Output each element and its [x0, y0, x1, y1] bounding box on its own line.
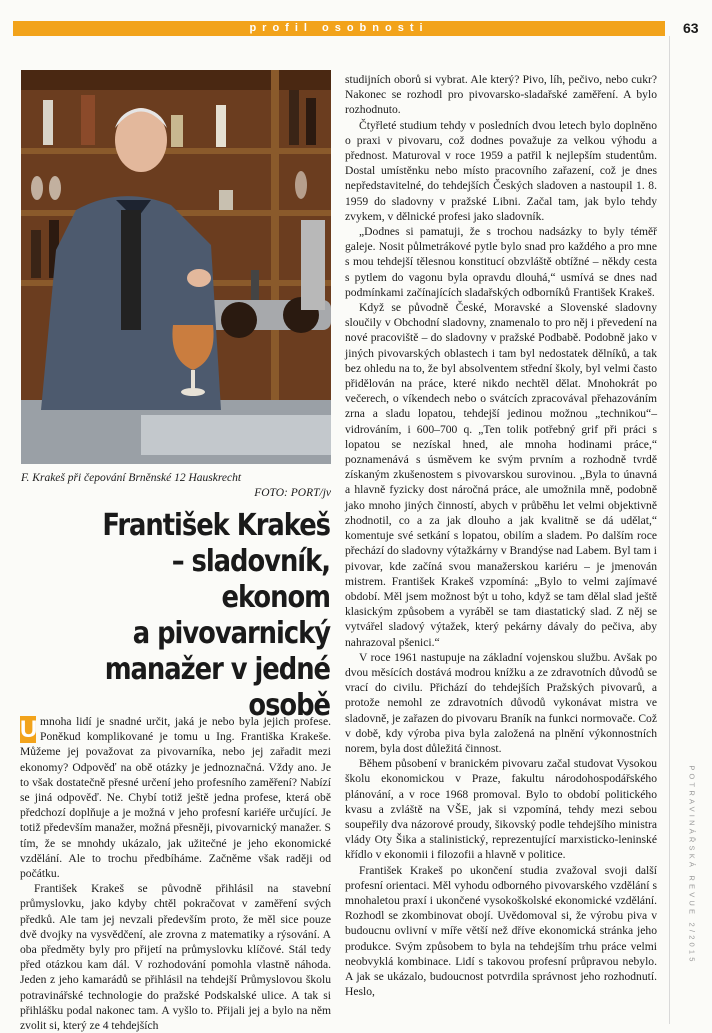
paragraph: studijních oborů si vybrat. Ale který? Pivo, líh, pečivo, nebo cukr? Nakonec se rozhodl pro pivovarsko-sladařské zaměření. A bylo rozhodnuto. — [345, 73, 657, 117]
page-number: 63 — [683, 20, 699, 36]
article-photo — [21, 70, 331, 464]
photo-credit: FOTO: PORT/jv — [254, 487, 331, 499]
paragraph: Čtyřleté studium tehdy v posledních dvou letech bylo doplněno o praxi v pivovaru, což dodnes považuje za velkou výhodu a přednost. Maturoval v roce 1959 a patřil k nejlepším studentům. Dostal umístěnku nebo místo pracovního zařazení, což je dnes nepředstavitelné, do tehdejších Českých sladoven a nastoupil 1. 8. 1959 do sladovny v pražské Libni. Začal tam, jak bylo tehdy zvykem, v dělnické profesi jako sladovník. — [345, 118, 657, 223]
paragraph: František Krakeš po ukončení studia zvažoval svoji další profesní orientaci. Měl vyhodu odborného pivovarského vzdělání s mnohaletou praxí i ukončené vysokoškolské ekonomické vzdělání. Rozhodl se zkombinovat obojí. Uvědomoval si, že výrobu piva v budoucnu ovlivní v míře větší než dříve ekonomická stránka jeho produkce. Svým způsobem to byla na tehdejším trhu práce velmi neobvyklá kombinace. Lidí s takovou profesní průpravou nebylo. A jak se ukázalo, budoucnost potvrdila správnost jeho rozhodnutí. Heslo, — [345, 863, 657, 999]
paragraph-text: mnoha lidí je snadné určit, jaká je nebo byla jejich profese. Poněkud komplikované je tomu u Ing. Františka Krakeše. Můžeme jej považovat za pivovarníka, nebo jej zařadit mezi ekonomy? Odpověď na obě otázky je jednoznačná. Vždy ano. Je to však dostatečně přesné určení jeho profesního zaměření? Nabízí se jiná odpověď. Ne. Chybí totiž ještě jedna profese, která obě předchozí doplňuje a je možná v jeho profesní kariéře určující. Je totiž především manažer, možná přesněji, pivovarnický manažer. S tím, že se mnohdy ukázalo, jak užitečné je jeho ekonomické vzdělání. Ale to trochu předbíháme. Začněme však raději od počátku. — [20, 715, 331, 881]
photo-man-tapping-beer-icon — [21, 70, 331, 464]
side-label-text: POTRAVINÁŘSKÁ REVUE 2/2015 — [687, 765, 697, 965]
drop-cap: U — [20, 716, 38, 743]
paragraph: Během působení v branickém pivovaru začal studovat Vysokou školu ekonomickou v Praze, fakultu národohospodářského plánování, a v roce 1968 promoval. Bylo to období politického kvasu a zvláště na VŠE, jak si vzpomíná, tehdy mezi sebou soupeřily dva názorové proudy, šikovský podle tehdejšího ministra vlády Oty Šika a stalinistický, reprezentující marxisticko-leninské křídlo v ekonomii i filozofii a hlavně v politice. — [345, 757, 657, 862]
article-column-right — [345, 72, 657, 999]
headline-line: – sladovník, ekonom — [171, 544, 330, 615]
magazine-side-label — [686, 720, 698, 1010]
headline-line: osobě — [248, 688, 330, 723]
headline-line: a pivovarnický — [132, 616, 330, 651]
article-column-left — [20, 714, 331, 1033]
caption-text: F. Krakeš při čepování Brněnské 12 Hauskrecht — [21, 472, 242, 484]
headline-line: František Krakeš — [102, 508, 330, 543]
article-headline — [64, 508, 330, 724]
headline-line: manažer v jedné — [104, 652, 331, 687]
page-edge-rule — [669, 36, 670, 1024]
paragraph: V roce 1961 nastupuje na základní vojenskou službu. Avšak po dvou měsících dostává modrou knížku a ze zdravotních důvodů se vrací do civilu. Přichází do tehdejších Pražských pivovarů, a protože nemohl ze zdravotních důvodů vykonávat mistra ve sladovně, je zařazen do pivovaru Braník na funkci normovače. Což v době, kdy výroba piva byla založená na plnění výkonnostních norem, byla dost důležitá činnost. — [345, 650, 657, 755]
paragraph — [20, 714, 331, 881]
paragraph: „Dodnes si pamatuji, že s trochou nadsázky to byly téměř galeje. Nosit půlmetrákové pytle bylo snad pro každého a pro mne s mou tehdejší tělesnou konstitucí obzvláště obtížné – někdy cesta s pytlem do vagonu byla opravdu dlouhá,“ usmívá se dnes nad podmínkami začínajících sladařských odborníků František Krakeš. — [345, 225, 657, 299]
paragraph: František Krakeš se původně přihlásil na stavební průmyslovku, jako kdyby chtěl pokračovat v zaměření svých předků. Ale tam jej nevzali především proto, že měl sice pouze dvě dvojky na vysvědčení, ale zrovna z matematiky a rýsování. A oba předměty byly pro přijetí na průmyslovku klíčové. Stál tedy před otázkou kam dál. V rozhodování pomohla vlastně náhoda. Jeden z jeho kamarádů se přihlásil na tehdejší Průmyslovou školu potravinářské technologie do pražské Podskalské ulice. A tak si přihlášku podal nakonec tam. A vyšlo to. Přijali jej a bylo na něm zvolit si, který ze 4 tehdejších — [20, 882, 331, 1033]
section-title: profil osobnosti — [249, 22, 429, 34]
paragraph: Když se původně České, Moravské a Slovenské sladovny sloučily v Obchodní sladovny, znamenalo to pro něj i převedení na nové pracoviště – do sladovny v pražské Podbabě. Podobně jako v jiných pivovarských oblastech i tam byl nedostatek dělníků, a tak bez ohledu na to, že byl absolventem střední školy, byl velmi často přidělován na práce, které nikdo nechtěl dělat. Mnohokrát po večerech, o víkendech nebo o svátcích zpracovával přehazováním zrna a sladu lopatou, tehdejší jedinou možnou „technikou“– vidrováním, i 600–700 q. „Ten tolik potřebný grif při práci s lopatou se nezískal hned, ale mnoha hodinami práce,“ poznamenává s úsměvem ke svým prvním a rozhodně tvrdě získaným zkušenostem s pivovarskou surovinou. „Byla to únavná a hlavně fyzicky dost náročná práce, ale umožnila mně, podobně jako mnoho jiných činností, abych v průběhu let velmi objektivně zhodnotil, co a za jak dlouho a jak kvalitně se dá udělat,“ komentuje své setkání s lopatou, obilím a sladem. Po dalším roce přechází do sladovny výtažkárny v Brandýse nad Labem. Byl tam i pivovar, kde začíná svou manažerskou kariéru – je jmenován mistrem. František Krakeš vzpomíná: „Bylo to velmi zajímavé období. Měl jsem možnost být u toho, když se tam dělal slad ještě klasickým způsobem a vyráběl se tam diastatický slad. Z něj se vytvářel sladový výtažek, který pekárny dávaly do pečiva, aby nahrazoval pšenici.“ — [345, 301, 657, 649]
photo-caption — [21, 471, 331, 501]
section-header-bar — [13, 21, 665, 36]
